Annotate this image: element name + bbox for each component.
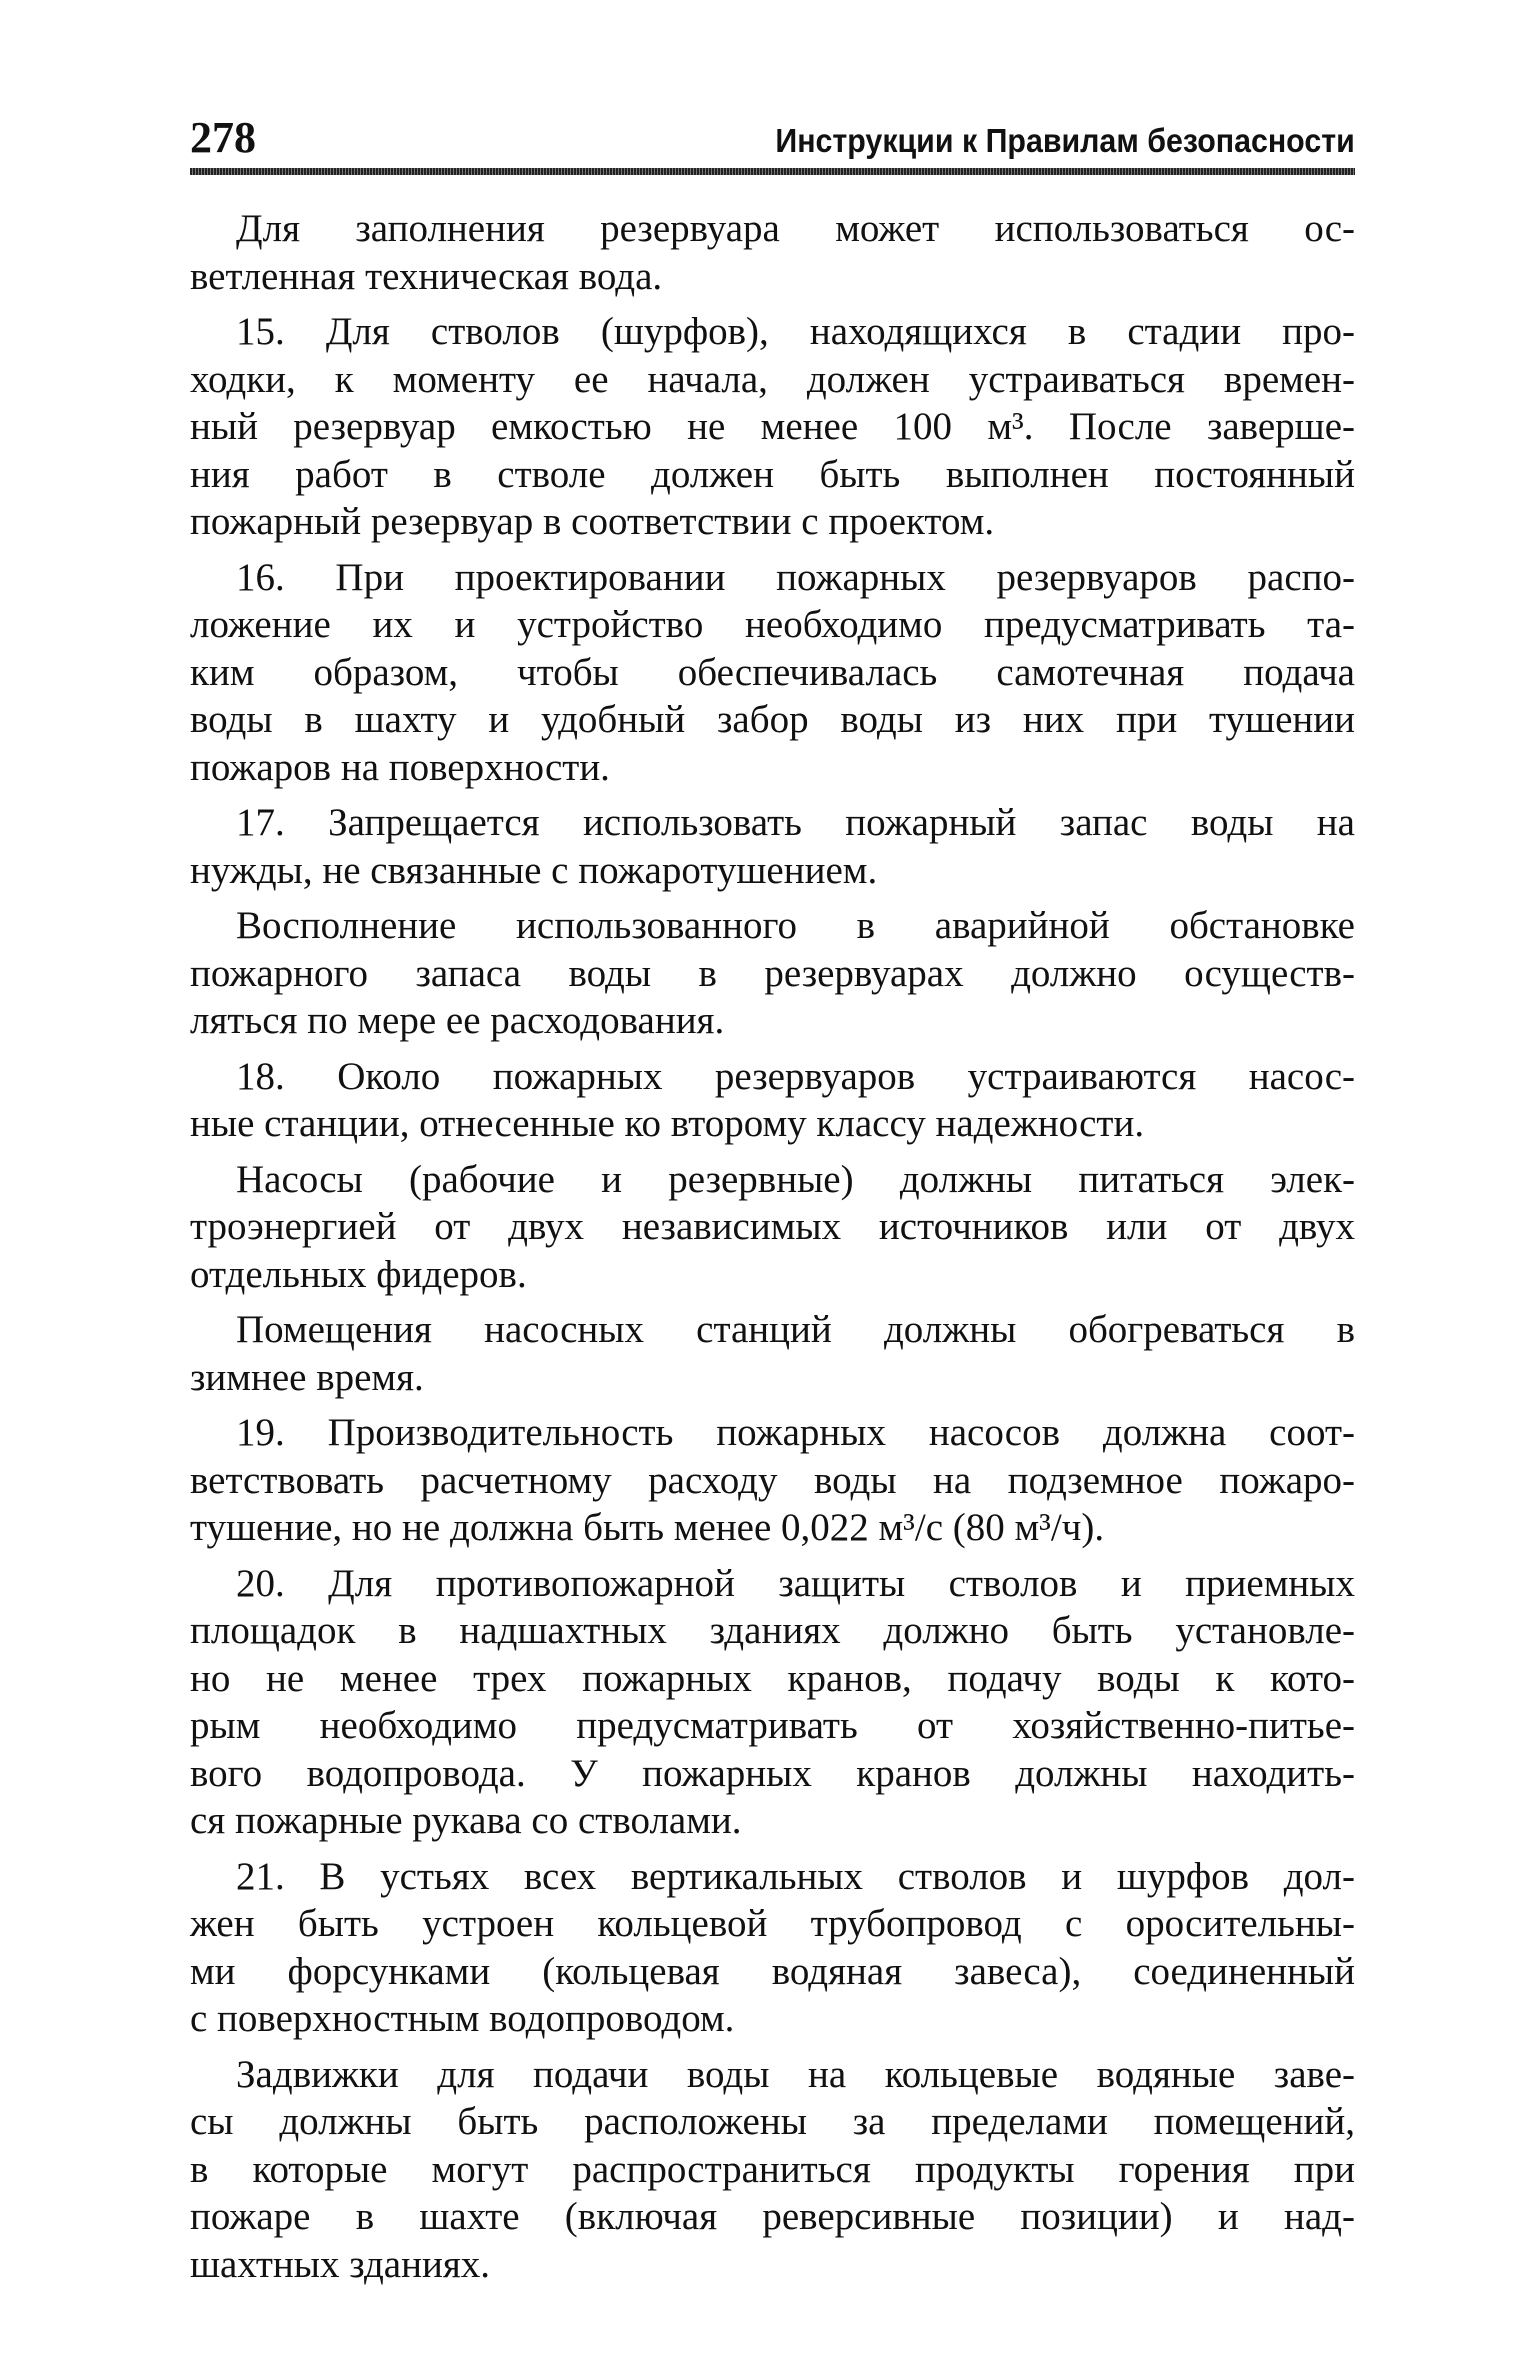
header-rule [190, 168, 1355, 175]
text-line: 19. Производительность пожарных насосов должна соот- [236, 1411, 1355, 1454]
text-line: 16. При проектировании пожарных резервуаров распо- [236, 555, 1355, 599]
text-line: ми форсунками (кольцевая водяная завеса), соединенный [190, 1949, 1355, 1993]
text-line: ния работ в стволе должен быть выполнен постоянный [190, 452, 1355, 496]
text-line: ся пожарные рукава со стволами. [190, 1799, 742, 1842]
page-body [190, 205, 1355, 2296]
text-line: ветленная техническая вода. [190, 254, 663, 298]
paragraph [190, 1156, 1355, 1299]
paragraph [190, 902, 1355, 1045]
text-line: ные станции, отнесенные ко второму классу надежности. [190, 1102, 1145, 1145]
text-line: пожарный резервуар в соответствии с проектом. [190, 500, 995, 543]
text-line: 15. Для стволов (шурфов), находящихся в стадии про- [236, 310, 1355, 353]
paragraph [190, 1853, 1355, 2043]
text-line: но не менее трех пожарных кранов, подачу воды к кото- [190, 1656, 1355, 1700]
text-line: пожаре в шахте (включая реверсивные позиции) и над- [190, 2195, 1355, 2238]
text-line: пожарного запаса воды в резервуарах должно осуществ- [190, 951, 1355, 995]
text-line: троэнергией от двух независимых источников или от двух [190, 1205, 1355, 1248]
page-number: 278 [190, 113, 256, 162]
text-line: нужды, не связанные с пожаротушением. [190, 848, 878, 892]
paragraph [190, 1409, 1355, 1552]
text-line: рым необходимо предусматривать от хозяйственно-питье- [190, 1704, 1355, 1747]
paragraph [190, 1053, 1355, 1148]
text-line: тушение, но не должна быть менее 0,022 м³/с (80 м³/ч). [190, 1506, 1105, 1549]
text-line: воды в шахту и удобный забор воды из них при тушении [190, 698, 1355, 741]
text-line: зимнее время. [190, 1355, 424, 1399]
text-line: отдельных фидеров. [190, 1252, 527, 1296]
paragraph [190, 308, 1355, 546]
text-line: шахтных зданиях. [190, 2242, 491, 2286]
text-line: площадок в надшахтных зданиях должно быть установле- [190, 1609, 1355, 1652]
text-line: с поверхностным водопроводом. [190, 1997, 735, 2040]
text-line: Для заполнения резервуара может использоваться ос- [236, 207, 1355, 250]
text-line: ходки, к моменту ее начала, должен устраиваться времен- [190, 357, 1355, 401]
text-line: ветствовать расчетному расходу воды на подземное пожаро- [190, 1458, 1355, 1502]
text-line: вого водопровода. У пожарных кранов должны находить- [190, 1751, 1355, 1795]
text-line: ный резервуар емкостью не менее 100 м³. После заверше- [190, 405, 1355, 448]
text-line: 18. Около пожарных резервуаров устраиваются насос- [236, 1054, 1355, 1098]
text-line: ким образом, чтобы обеспечивалась самотечная подача [190, 650, 1355, 694]
paragraph [190, 2051, 1355, 2289]
text-line: Задвижки для подачи воды на кольцевые водяные заве- [236, 2052, 1355, 2096]
paragraph [190, 554, 1355, 792]
text-line: сы должны быть расположены за пределами помещений, [190, 2100, 1355, 2143]
running-header [190, 112, 1355, 172]
paragraph [190, 799, 1355, 894]
text-line: жен быть устроен кольцевой трубопровод с оросительны- [190, 1902, 1355, 1945]
text-line: в которые могут распространиться продукты горения при [190, 2147, 1355, 2191]
text-line: ложение их и устройство необходимо предусматривать та- [190, 603, 1355, 646]
text-line: 21. В устьях всех вертикальных стволов и шурфов дол- [236, 1854, 1355, 1898]
text-line: ляться по мере ее расходования. [190, 999, 725, 1042]
text-line: пожаров на поверхности. [190, 745, 610, 789]
text-line: Восполнение использованного в аварийной обстановке [236, 904, 1355, 947]
paragraph [190, 1560, 1355, 1845]
paragraph [190, 1306, 1355, 1401]
running-title: Инструкции к Правилам безопасности [775, 122, 1355, 159]
text-line: Насосы (рабочие и резервные) должны питаться элек- [236, 1157, 1355, 1201]
text-line: 17. Запрещается использовать пожарный запас воды на [236, 801, 1355, 844]
paragraph [190, 205, 1355, 300]
text-line: Помещения насосных станций должны обогреваться в [236, 1308, 1355, 1351]
text-line: 20. Для противопожарной защиты стволов и приемных [236, 1561, 1355, 1605]
